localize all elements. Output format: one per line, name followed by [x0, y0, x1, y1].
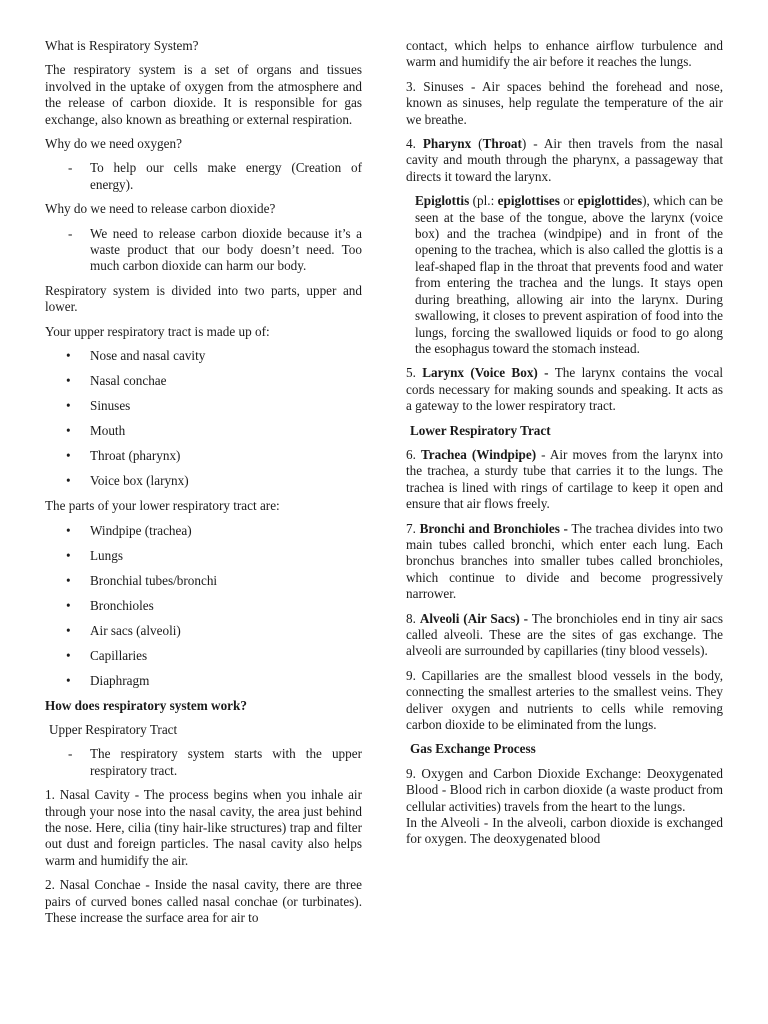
alveoli-text: The bronchioles end in tiny air sacs called alveoli. These are the sites of gas exchange. The alveoli are surrounded by capillaries (tiny blood vessels).: [406, 610, 724, 659]
epiglottis-text-1: (pl.:: [469, 193, 498, 209]
list-item: • Capillaries: [45, 648, 362, 664]
list-item: • Bronchioles: [45, 598, 362, 614]
throat-term: Throat: [482, 136, 522, 152]
list-item: • Voice box (larynx): [45, 473, 362, 489]
nasal-conchae-paragraph: 2. Nasal Conchae - Inside the nasal cavity, there are three pairs of curved bones called nasal conchae (or turbinates). These increase the surface area for air to: [45, 877, 362, 925]
bronchi-text: The trachea divides into two main tubes called bronchi, which enter each lung. Each bronchus branches into smaller tubes called bronchioles, which continue to divide and become progressively narrower.: [406, 520, 724, 602]
lower-tract-heading-text: Lower Respiratory Tract: [410, 422, 551, 438]
epiglottis-paragraph: [406, 193, 723, 357]
gas-exchange-heading: [406, 741, 723, 757]
alveoli-term: Alveoli (Air Sacs) -: [419, 610, 529, 626]
list-item: • Nasal conchae: [45, 373, 362, 389]
question-oxygen: Why do we need oxygen?: [45, 136, 182, 152]
continuation-paragraph: contact, which helps to enhance airflow turbulence and warm and humidify the air before it reaches the lungs.: [406, 38, 723, 70]
sinuses-paragraph: 3. Sinuses - Air spaces behind the forehead and nose, known as sinuses, help regulate the temperature of the air we breathe.: [406, 78, 723, 127]
question-carbon-dioxide: Why do we need to release carbon dioxide?: [45, 201, 276, 217]
list-item: • Air sacs (alveoli): [45, 623, 362, 639]
pharynx-number: 4.: [406, 136, 423, 152]
upper-tract-intro: Your upper respiratory tract is made up of:: [45, 323, 270, 339]
oxygen-answer: - To help our cells make energy (Creation of energy).: [45, 160, 362, 193]
alveoli-number: 8.: [406, 610, 420, 626]
larynx-text: The larynx contains the vocal cords necessary for making sounds and speaking. It acts as a gateway to the lower respiratory tract.: [406, 365, 723, 414]
carbon-dioxide-answer: - We need to release carbon dioxide because it’s a waste product that our body doesn’t need. Too much carbon dioxide can harm our body.: [45, 226, 362, 275]
epiglottis-text-2: or: [559, 193, 578, 209]
pharynx-paragraph: [406, 136, 723, 185]
alveoli-exchange-paragraph: In the Alveoli - In the alveoli, carbon dioxide is exchanged for oxygen. The deoxygenated blood: [406, 815, 723, 847]
bronchi-term: Bronchi and Bronchioles -: [419, 520, 568, 536]
list-item: • Nose and nasal cavity: [45, 348, 362, 364]
epiglottides-term: epiglottides: [577, 193, 643, 209]
carbon-dioxide-answer-list: [45, 226, 362, 275]
upper-tract-heading: Upper Respiratory Tract: [49, 721, 178, 737]
division-paragraph: Respiratory system is divided into two parts, upper and lower.: [45, 282, 362, 315]
trachea-number: 6.: [406, 446, 421, 462]
list-item: • Throat (pharynx): [45, 448, 362, 464]
larynx-term: Larynx (Voice Box) -: [422, 365, 549, 381]
epiglottis-text: ), which can be seen at the base of the tongue, above the larynx (voice box) and the trachea (windpipe) and in front of the opening to the trachea, which is also called the glottis is a leaf-shaped flap in the throat that prevents food and water from entering the trachea and the lungs. It stays open during breathing, allowing air into the larynx. During swallowing, it closes to prevent aspiration of food into the lungs, forcing the swallowed liquids or food to go along the esophagus toward the stomach instead.: [415, 193, 723, 356]
larynx-number: 5.: [406, 365, 423, 381]
starts-list: [45, 746, 362, 779]
pharynx-text: ) - Air then travels from the nasal cavity and mouth through the pharynx, a passageway that directs it toward the larynx.: [406, 136, 723, 184]
definition-paragraph: The respiratory system is a set of organs and tissues involved in the uptake of oxygen from the atmosphere and the release of carbon dioxide. It is responsible for gas exchange, also known as breathing or external respiration.: [45, 62, 362, 127]
pharynx-term: Pharynx: [422, 136, 472, 152]
list-item: • Bronchial tubes/bronchi: [45, 573, 362, 589]
starts-item: - The respiratory system starts with the upper respiratory tract.: [45, 746, 362, 779]
upper-tract-list: [45, 348, 362, 489]
capillaries-paragraph: 9. Capillaries are the smallest blood vessels in the body, connecting the smallest arteries to the smallest veins. They deliver oxygen and nutrients to cells while removing carbon dioxide to be eliminated from the lungs.: [406, 667, 723, 733]
trachea-paragraph: [406, 447, 723, 513]
nasal-cavity-paragraph: 1. Nasal Cavity - The process begins when you inhale air through your nose into the nasal cavity, the area just behind the nose. Here, cilia (tiny hair-like structures) trap and filter out dust and foreign particles. The nasal cavity also helps warm and humidify the air.: [45, 787, 362, 868]
epiglottis-term: Epiglottis: [415, 193, 470, 209]
question-what-is: What is Respiratory System?: [45, 38, 199, 53]
alveoli-paragraph: [406, 611, 723, 660]
oxygen-answer-list: [45, 160, 362, 193]
how-heading: [45, 698, 362, 714]
lower-tract-list: [45, 523, 362, 689]
larynx-paragraph: [406, 365, 723, 414]
pharynx-paren: (: [471, 136, 483, 152]
trachea-text: - Air moves from the larynx into the trachea, a sturdy tube that carries it to the lungs. The trachea is lined with rings of cartilage to keep it open and ensure that air flows freely.: [406, 446, 724, 512]
list-item: • Windpipe (trachea): [45, 523, 362, 539]
gas-exchange-heading-text: Gas Exchange Process: [410, 741, 536, 757]
lower-tract-intro: The parts of your lower respiratory tract are:: [45, 498, 280, 514]
trachea-term: Trachea (Windpipe): [420, 446, 537, 462]
list-item: • Diaphragm: [45, 673, 362, 689]
epiglottises-term: epiglottises: [497, 193, 560, 209]
list-item: • Lungs: [45, 548, 362, 564]
left-column: [45, 38, 362, 934]
bronchi-paragraph: [406, 521, 723, 603]
list-item: • Sinuses: [45, 398, 362, 414]
gas-exchange-paragraph: 9. Oxygen and Carbon Dioxide Exchange: Deoxygenated Blood - Blood rich in carbon dioxide (a waste product from cellular activities) travels from the heart to the lungs.: [406, 765, 723, 814]
list-item: • Mouth: [45, 423, 362, 439]
lower-tract-heading: [406, 423, 723, 439]
right-column: [406, 38, 723, 856]
bronchi-number: 7.: [406, 520, 420, 536]
how-heading-text: How does respiratory system work?: [45, 697, 247, 713]
